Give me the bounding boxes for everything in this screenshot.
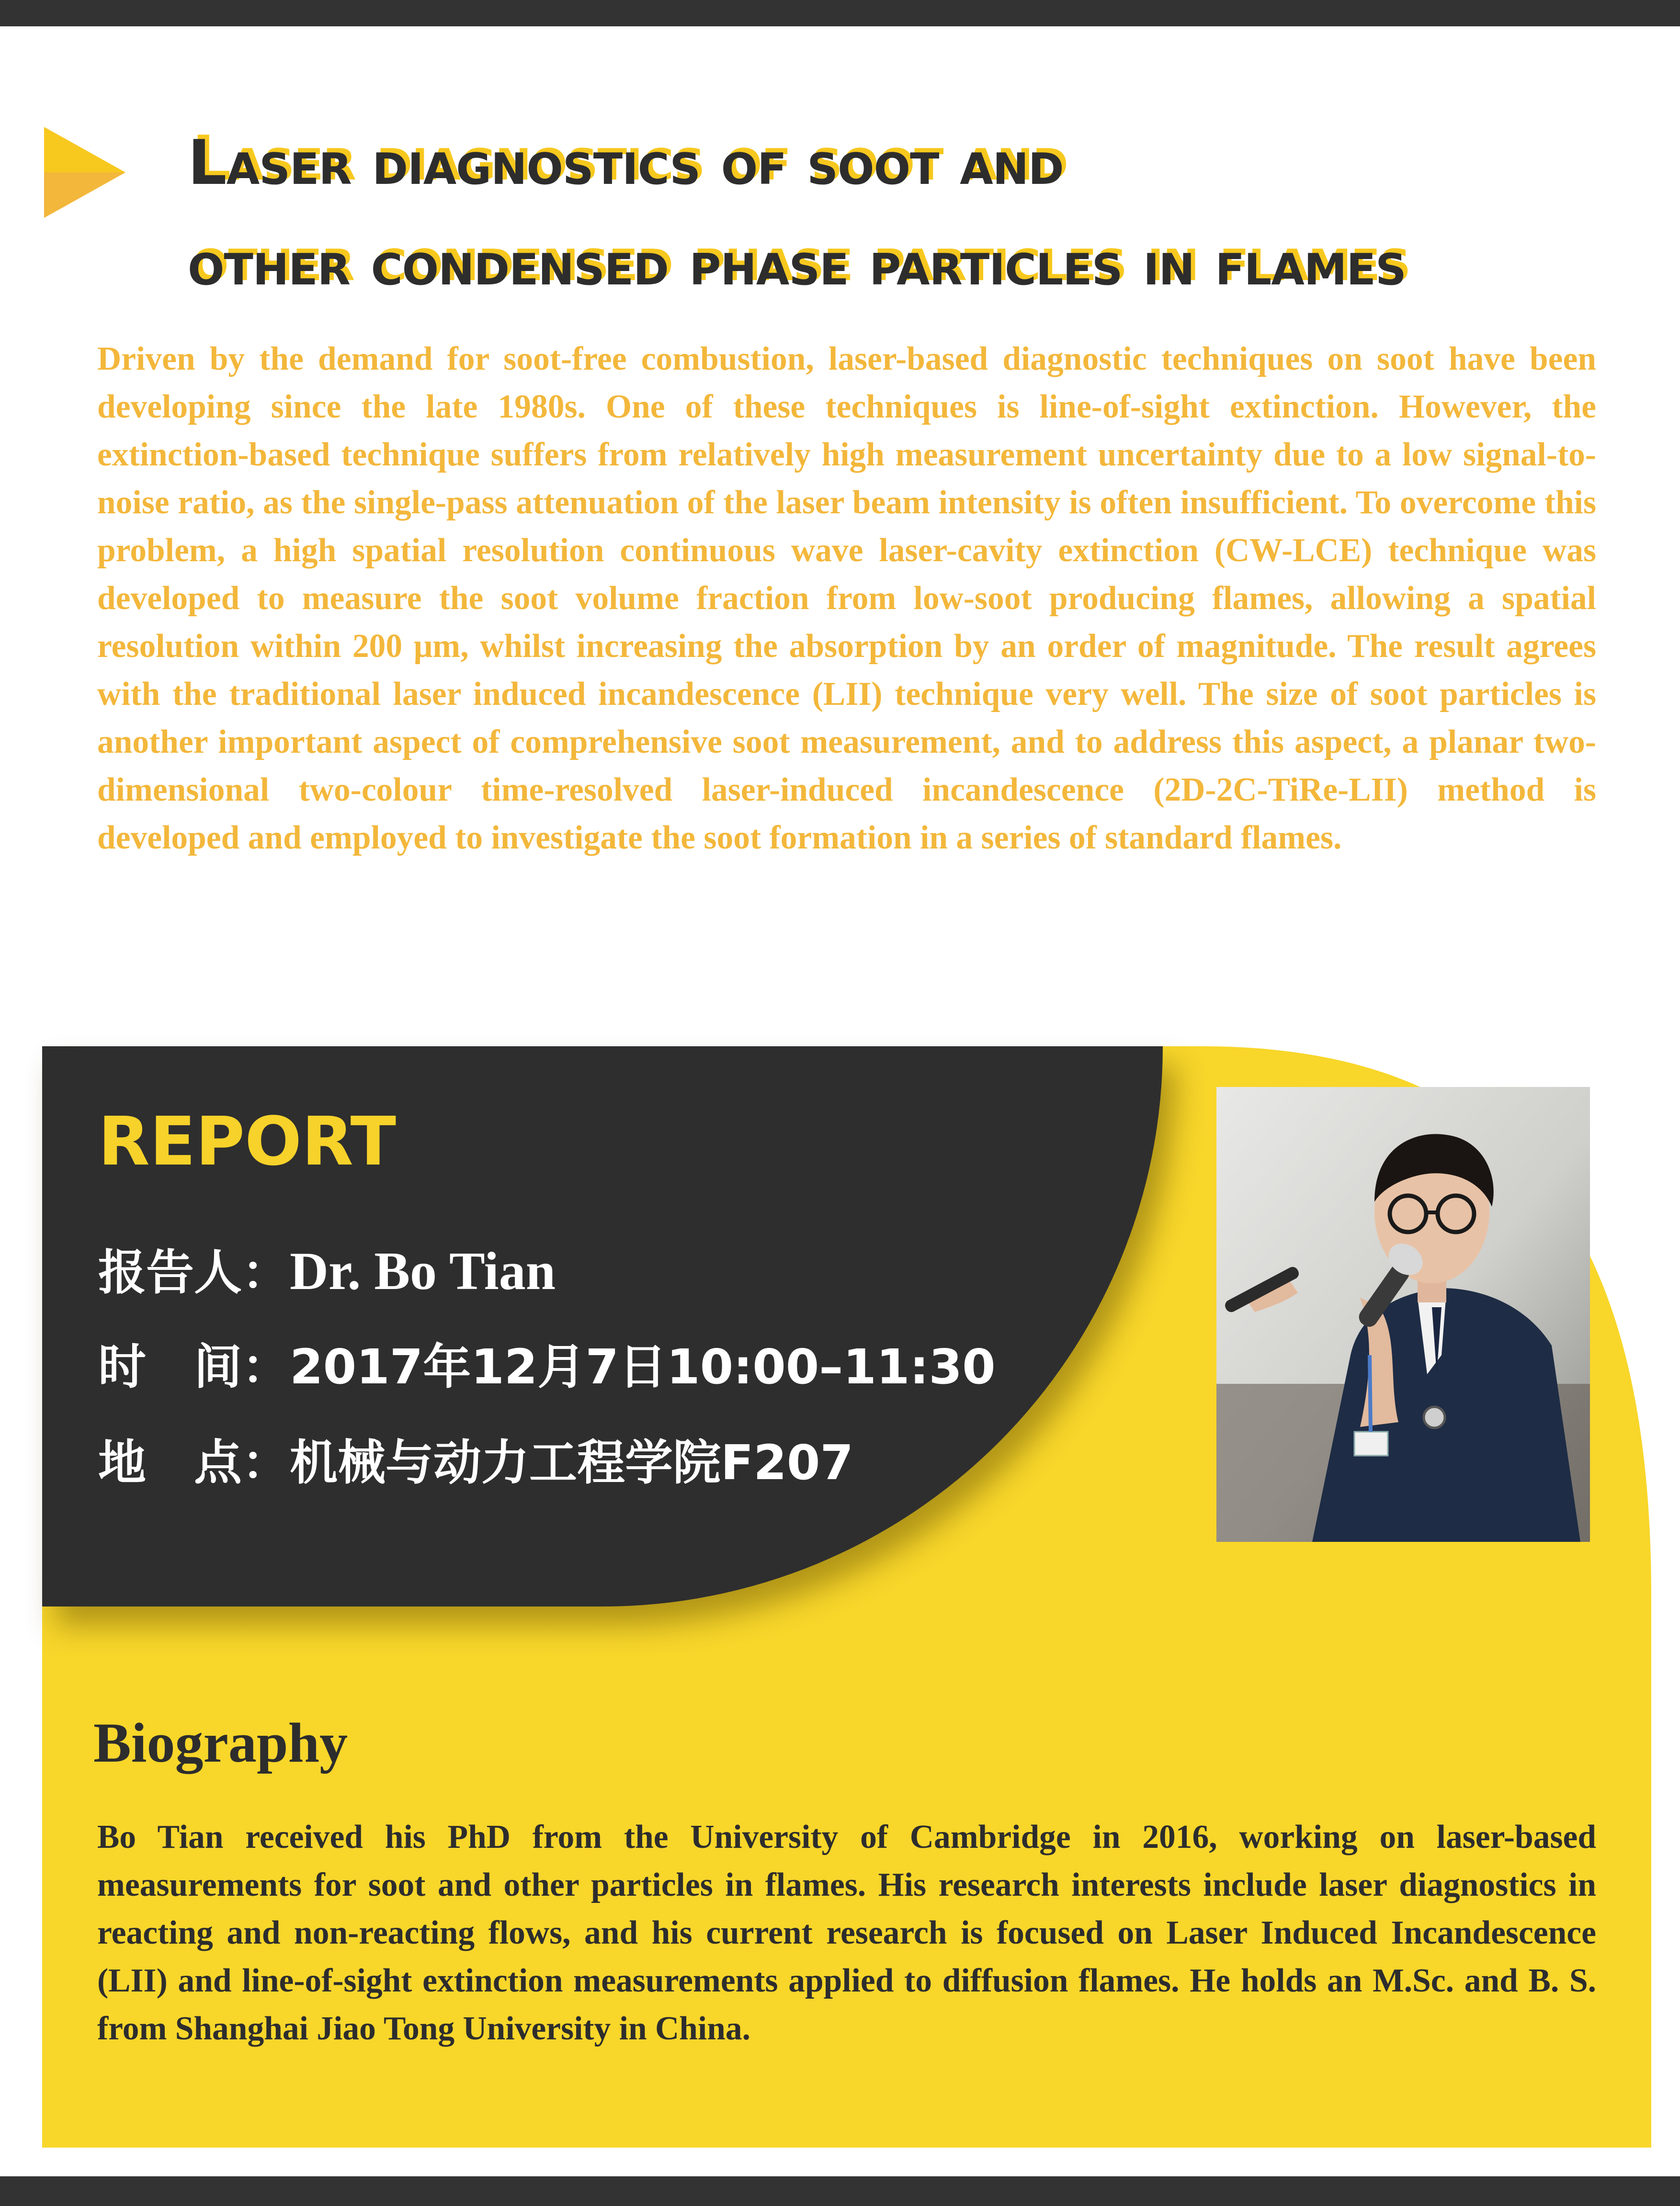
abstract-text: Driven by the demand for soot-free combustion, laser-based diagnostic techniques on soot have been developing since the late 1980s. One of these techniques is line-of-sight extinction. However, the extinction-based technique suffers from relatively high measurement uncertainty due to a low signal-to-noise ratio, as the single-pass attenuation of the laser beam intensity is often insufficient. To overcome this problem, a high spatial resolution continuous wave laser-cavity extinction (CW-LCE) technique was developed to measure the soot volume fraction from low-soot producing flames, allowing a spatial resolution within 200 μm, whilst increasing the absorption by an order of magnitude. The result agrees with the traditional laser induced incandescence (LII) technique very well. The size of soot particles is another important aspect of comprehensive soot measurement, and to address this aspect, a planar two-dimensional two-colour time-resolved laser-induced incandescence (2D-2C-TiRe-LII) method is developed and employed to investigate the soot formation in a series of standard flames.	[97, 340, 1596, 856]
top-bar	[0, 0, 1680, 26]
location-label: 地 点：	[98, 1435, 290, 1491]
location-row	[98, 1432, 853, 1494]
speaker-name: Dr. Bo Tian	[290, 1242, 556, 1301]
speaker-row	[98, 1240, 556, 1304]
report-heading: REPORT	[98, 1103, 397, 1181]
time-value: 2017年12月7日10:00–11:30	[290, 1339, 996, 1395]
speaker-photo	[1216, 1087, 1590, 1542]
biography-text: Bo Tian received his PhD from the University of Cambridge in 2016, working on laser-based measurements for soot and other particles in flames. His research interests include laser diagnostics in reacting and non-reacting flows, and his current research is focused on Laser Induced Incandescence (LII) and line-of-sight extinction measurements applied to diffusion flames. He holds an M.Sc. and B. S. from Shanghai Jiao Tong University in China.	[97, 1819, 1596, 2047]
time-label: 时 间：	[98, 1339, 290, 1395]
page-title	[188, 113, 1624, 314]
biography-heading: Biography	[93, 1711, 348, 1774]
location-value: 机械与动力工程学院F207	[290, 1435, 854, 1491]
speaker-label: 报告人：	[98, 1244, 290, 1301]
title-line-2: other condensed phase particles in flames	[188, 227, 1406, 299]
bottom-bar	[0, 2176, 1680, 2206]
title-line-1: Laser diagnostics of soot and	[188, 127, 1064, 199]
time-row	[98, 1336, 996, 1398]
play-arrow-icon	[44, 127, 125, 218]
